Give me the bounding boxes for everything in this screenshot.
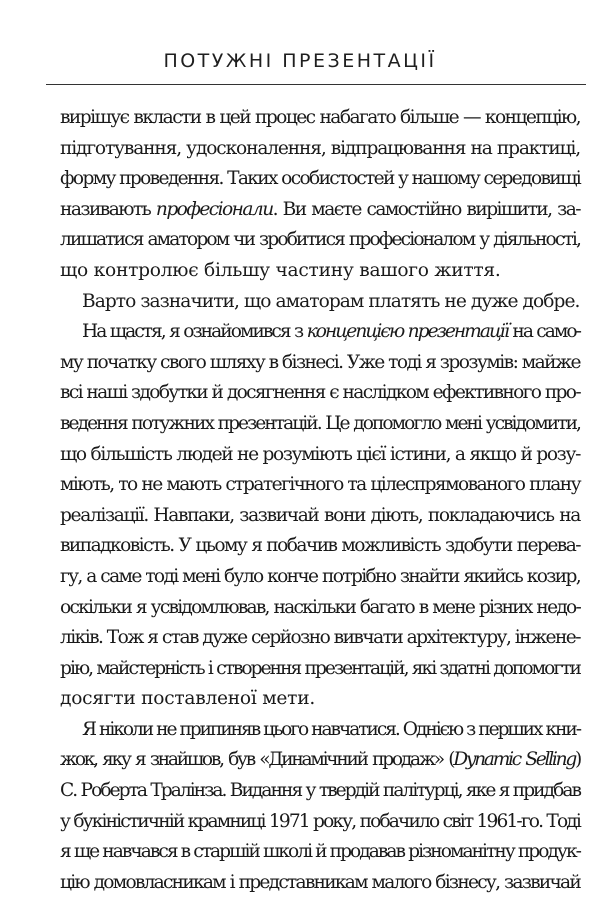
text-line: гу, а саме тоді мені було конче потрібно знайти якийсь козир, (60, 565, 580, 587)
text-line: На щастя, я ознайомився з концепцією презентації на само- (82, 321, 580, 343)
text-line: му початку свого шляху в бізнесі. Уже тоді я зрозумів: майже (60, 351, 580, 373)
text-line: рію, майстерність і створення презентацій, які здатні допомогти (60, 657, 580, 679)
text-line: міють, то не мають стратегічного та цілеспрямованого плану (60, 474, 580, 496)
text-line: лишатися аматором чи зробитися професіоналом у діяльності, (60, 229, 580, 251)
text-line: ведення потужних презентацій. Це допомогло мені усвідомити, (60, 412, 580, 434)
text-line: ліків. Тож я став дуже серйозно вивчати архітектуру, інжене- (60, 627, 580, 649)
text-line: форму проведення. Таких особистостей у нашому середовищі (60, 168, 580, 190)
text-line: цію домовласникам і представникам малого бізнесу, зазвичай (60, 871, 580, 893)
running-header-title: ПОТУЖНІ ПРЕЗЕНТАЦІЇ (163, 50, 437, 72)
body-text (60, 103, 580, 898)
text-line: всі наші здобутки й досягнення є наслідком ефективного про- (60, 382, 580, 404)
header-divider (46, 84, 586, 85)
emphasis-term: професіонали (155, 198, 273, 220)
text-line: досягти поставленої мети. (60, 688, 316, 710)
text-line: у букіністичній крамниці 1971 року, побачило світ 1961-го. Тоді (60, 810, 580, 832)
emphasis-term: концепцією презентації (306, 321, 509, 343)
text-line: С. Роберта Тралінза. Видання у твердій палітурці, яке я придбав (60, 780, 580, 802)
text-line: підготування, удосконалення, відпрацювання на практиці, (60, 137, 580, 159)
text-line: я ще навчався в старшій школі й продавав різноманітну продук- (60, 841, 580, 863)
text-line: жок, яку я знайшов, був «Динамічний продаж» (Dynamic Selling) (60, 749, 580, 771)
text-line: вирішує вкласти в цей процес набагато більше — концепцію, (60, 107, 580, 128)
text-line: називають професіонали. Ви маєте самостійно вирішити, за- (60, 198, 580, 220)
emphasis-term: Dynamic Selling (453, 749, 575, 771)
text-line: реалізації. Навпаки, зазвичай вони діють, покладаючись на (60, 504, 580, 526)
text-line: випадковість. У цьому я побачив можливість здобути перева- (60, 535, 580, 557)
text-line: Я ніколи не припиняв цього навчатися. Однією з перших кни- (82, 718, 580, 740)
text-line: що більшість людей не розуміють цієї істини, а якщо й розу- (60, 443, 580, 465)
text-line: що контролює більшу частину вашого життя. (60, 259, 501, 281)
text-line: оскільки я усвідомлював, наскільки багато в мене різних недо- (60, 596, 580, 618)
text-line: Варто зазначити, що аматорам платять не дуже добре. (82, 290, 580, 312)
